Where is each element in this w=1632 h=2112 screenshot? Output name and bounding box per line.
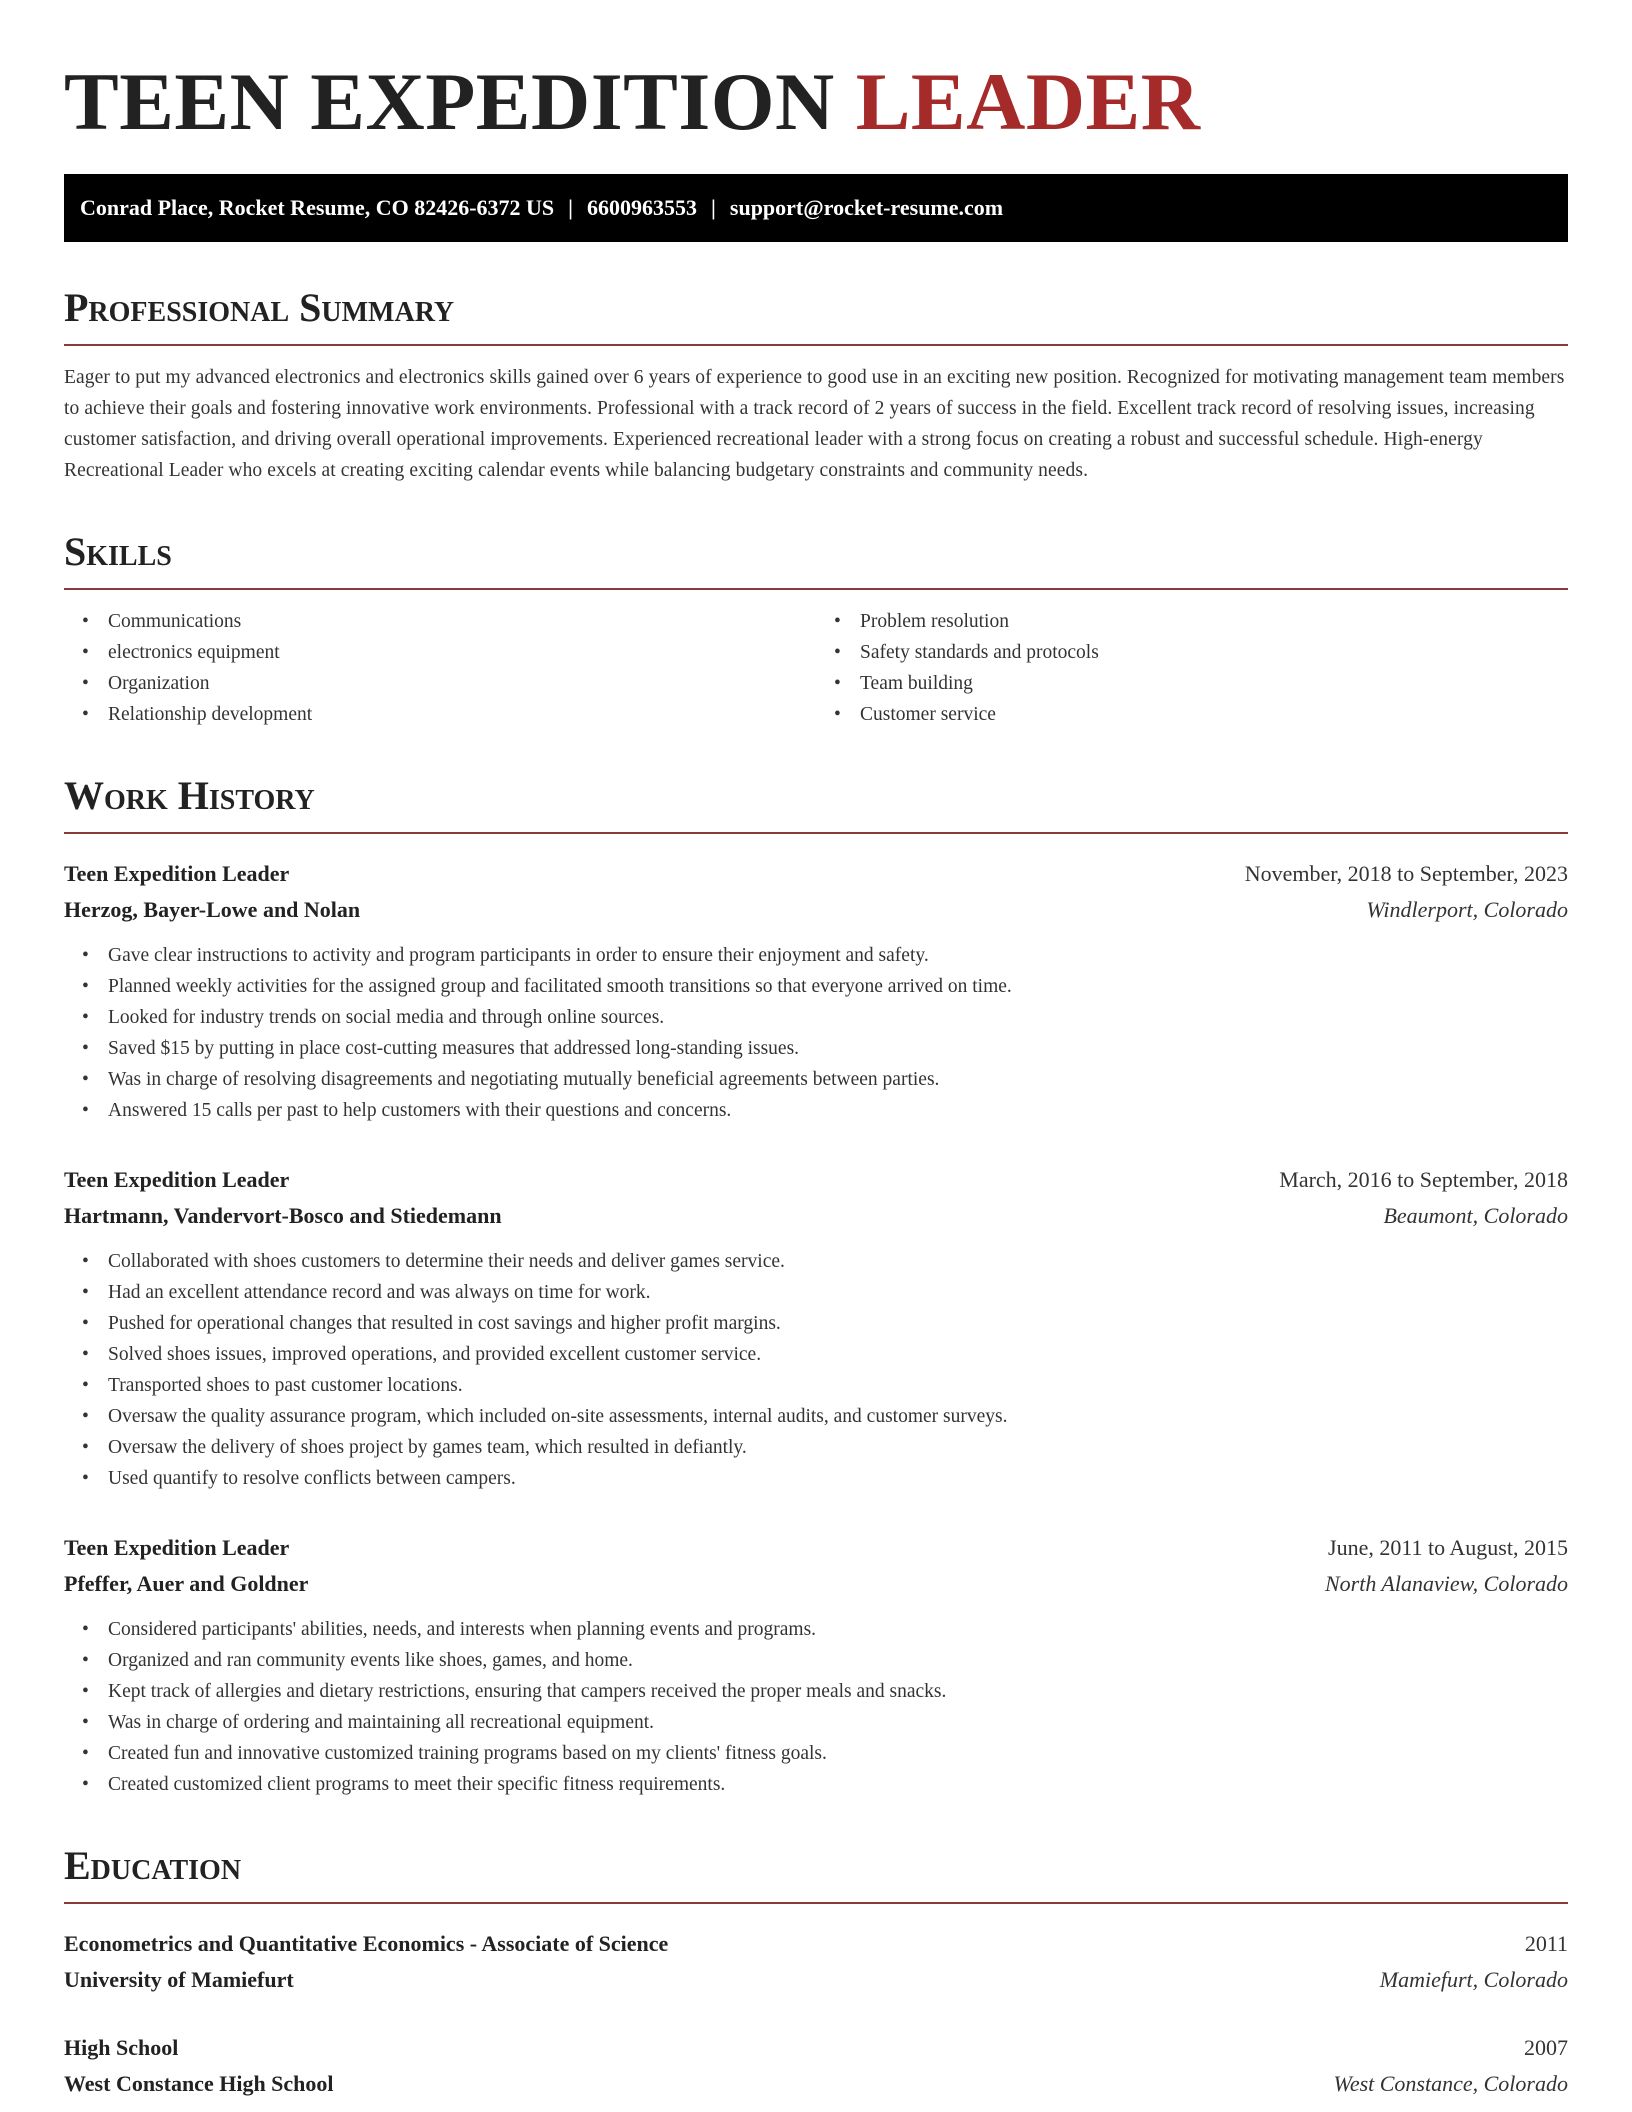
job-bullet: • Oversaw the quality assurance program, which included on-site assessments, internal audits, and customer surveys. xyxy=(108,1401,1568,1432)
job-location: Beaumont, Colorado xyxy=(1383,1203,1568,1228)
job-entry xyxy=(64,856,1568,1126)
job-bullet: • Planned weekly activities for the assigned group and facilitated smooth transitions so that everyone arrived on time. xyxy=(108,971,1568,1002)
job-bullet: • Considered participants' abilities, needs, and interests when planning events and programs. xyxy=(108,1614,1568,1645)
job-bullet: • Oversaw the delivery of shoes project by games team, which resulted in defiantly. xyxy=(108,1432,1568,1463)
contact-separator: | xyxy=(568,195,574,220)
job-entry xyxy=(64,1530,1568,1800)
job-bullet: • Looked for industry trends on social media and through online sources. xyxy=(108,1002,1568,1033)
job-bullet: • Organized and ran community events like shoes, games, and home. xyxy=(108,1645,1568,1676)
skill-item: • Communications xyxy=(108,606,816,637)
summary-text: Eager to put my advanced electronics and electronics skills gained over 6 years of experience to good use in an exciting new position. Recognized for motivating management team members to achieve their goals and fostering innovative work environments. Professional with a track record of 2 years of success in the field. Excellent track record of resolving issues, increasing customer satisfaction, and driving overall operational improvements. Experienced recreational leader with a strong focus on creating a robust and successful schedule. High-energy Recreational Leader who excels at creating exciting calendar events while balancing budgetary constraints and community needs. xyxy=(64,367,1565,481)
section-divider xyxy=(64,1902,1568,1904)
education-degree: Econometrics and Quantitative Economics - Associate of Science xyxy=(64,1931,669,1956)
work-history-title: Work History xyxy=(64,773,315,818)
education-year: 2011 xyxy=(1524,1931,1568,1956)
job-bullet: • Had an excellent attendance record and was always on time for work. xyxy=(108,1277,1568,1308)
job-title: Teen Expedition Leader xyxy=(64,861,290,886)
skill-item: • Team building xyxy=(860,668,1568,699)
education-school: University of Mamiefurt xyxy=(64,1967,294,1992)
job-bullet: • Was in charge of ordering and maintaining all recreational equipment. xyxy=(108,1707,1568,1738)
resume-name xyxy=(64,0,1568,152)
skill-item: • Organization xyxy=(108,668,816,699)
job-bullet: • Collaborated with shoes customers to determine their needs and deliver games service. xyxy=(108,1246,1568,1277)
job-bullet: • Solved shoes issues, improved operations, and provided excellent customer service. xyxy=(108,1339,1568,1370)
job-bullet: • Saved $15 by putting in place cost-cutting measures that addressed long-standing issues. xyxy=(108,1033,1568,1064)
name-accent: LEADER xyxy=(855,56,1201,147)
job-dates: November, 2018 to September, 2023 xyxy=(1244,861,1568,886)
section-divider xyxy=(64,344,1568,346)
job-bullets xyxy=(64,1246,1568,1494)
skill-item: • Customer service xyxy=(860,699,1568,730)
job-dates: March, 2016 to September, 2018 xyxy=(1279,1167,1568,1192)
skill-item: • electronics equipment xyxy=(108,637,816,668)
job-entry xyxy=(64,1162,1568,1494)
job-company: Hartmann, Vandervort-Bosco and Stiedemann xyxy=(64,1203,502,1228)
education-year: 2007 xyxy=(1524,2035,1568,2060)
skills-list-left xyxy=(64,606,816,730)
education-entry xyxy=(64,1926,1568,1998)
job-title: Teen Expedition Leader xyxy=(64,1167,290,1192)
job-bullet: • Kept track of allergies and dietary restrictions, ensuring that campers received the proper meals and snacks. xyxy=(108,1676,1568,1707)
education-location: Mamiefurt, Colorado xyxy=(1379,1967,1568,1992)
education-entry xyxy=(64,2030,1568,2102)
summary-title: Professional Summary xyxy=(64,285,455,330)
job-bullet: • Answered 15 calls per past to help customers with their questions and concerns. xyxy=(108,1095,1568,1126)
job-bullet: • Used quantify to resolve conflicts between campers. xyxy=(108,1463,1568,1494)
job-location: Windlerport, Colorado xyxy=(1366,897,1568,922)
education-location: West Constance, Colorado xyxy=(1333,2071,1568,2096)
job-bullet: • Gave clear instructions to activity and program participants in order to ensure their enjoyment and safety. xyxy=(108,940,1568,971)
job-bullet: • Created customized client programs to meet their specific fitness requirements. xyxy=(108,1769,1568,1800)
contact-separator: | xyxy=(711,195,716,220)
skills-title: Skills xyxy=(64,529,172,574)
skill-item: • Safety standards and protocols xyxy=(860,637,1568,668)
job-bullet: • Transported shoes to past customer locations. xyxy=(108,1370,1568,1401)
contact-email[interactable]: support@rocket-resume.com xyxy=(729,195,1004,220)
job-bullet: • Created fun and innovative customized training programs based on my clients' fitness goals. xyxy=(108,1738,1568,1769)
contact-phone: 6600963553 xyxy=(587,195,698,220)
job-bullets xyxy=(64,1614,1568,1800)
job-location: North Alanaview, Colorado xyxy=(1324,1571,1568,1596)
job-bullets xyxy=(64,940,1568,1126)
job-company: Pfeffer, Auer and Goldner xyxy=(64,1571,309,1596)
section-divider xyxy=(64,832,1568,834)
skills-columns xyxy=(64,606,1568,730)
name-main: TEEN EXPEDITION xyxy=(64,56,835,147)
section-divider xyxy=(64,588,1568,590)
job-dates: June, 2011 to August, 2015 xyxy=(1328,1535,1568,1560)
contact-address: Conrad Place, Rocket Resume, CO 82426-6372 US xyxy=(80,195,555,220)
skill-item: • Relationship development xyxy=(108,699,816,730)
education-school: West Constance High School xyxy=(64,2071,334,2096)
education-degree: High School xyxy=(64,2035,179,2060)
job-company: Herzog, Bayer-Lowe and Nolan xyxy=(64,897,361,922)
skill-item: • Problem resolution xyxy=(860,606,1568,637)
education-title: Education xyxy=(64,1843,242,1888)
job-bullet: • Was in charge of resolving disagreements and negotiating mutually beneficial agreements between parties. xyxy=(108,1064,1568,1095)
skills-list-right xyxy=(816,606,1568,730)
contact-bar xyxy=(64,174,1568,242)
job-bullet: • Pushed for operational changes that resulted in cost savings and higher profit margins. xyxy=(108,1308,1568,1339)
job-title: Teen Expedition Leader xyxy=(64,1535,290,1560)
